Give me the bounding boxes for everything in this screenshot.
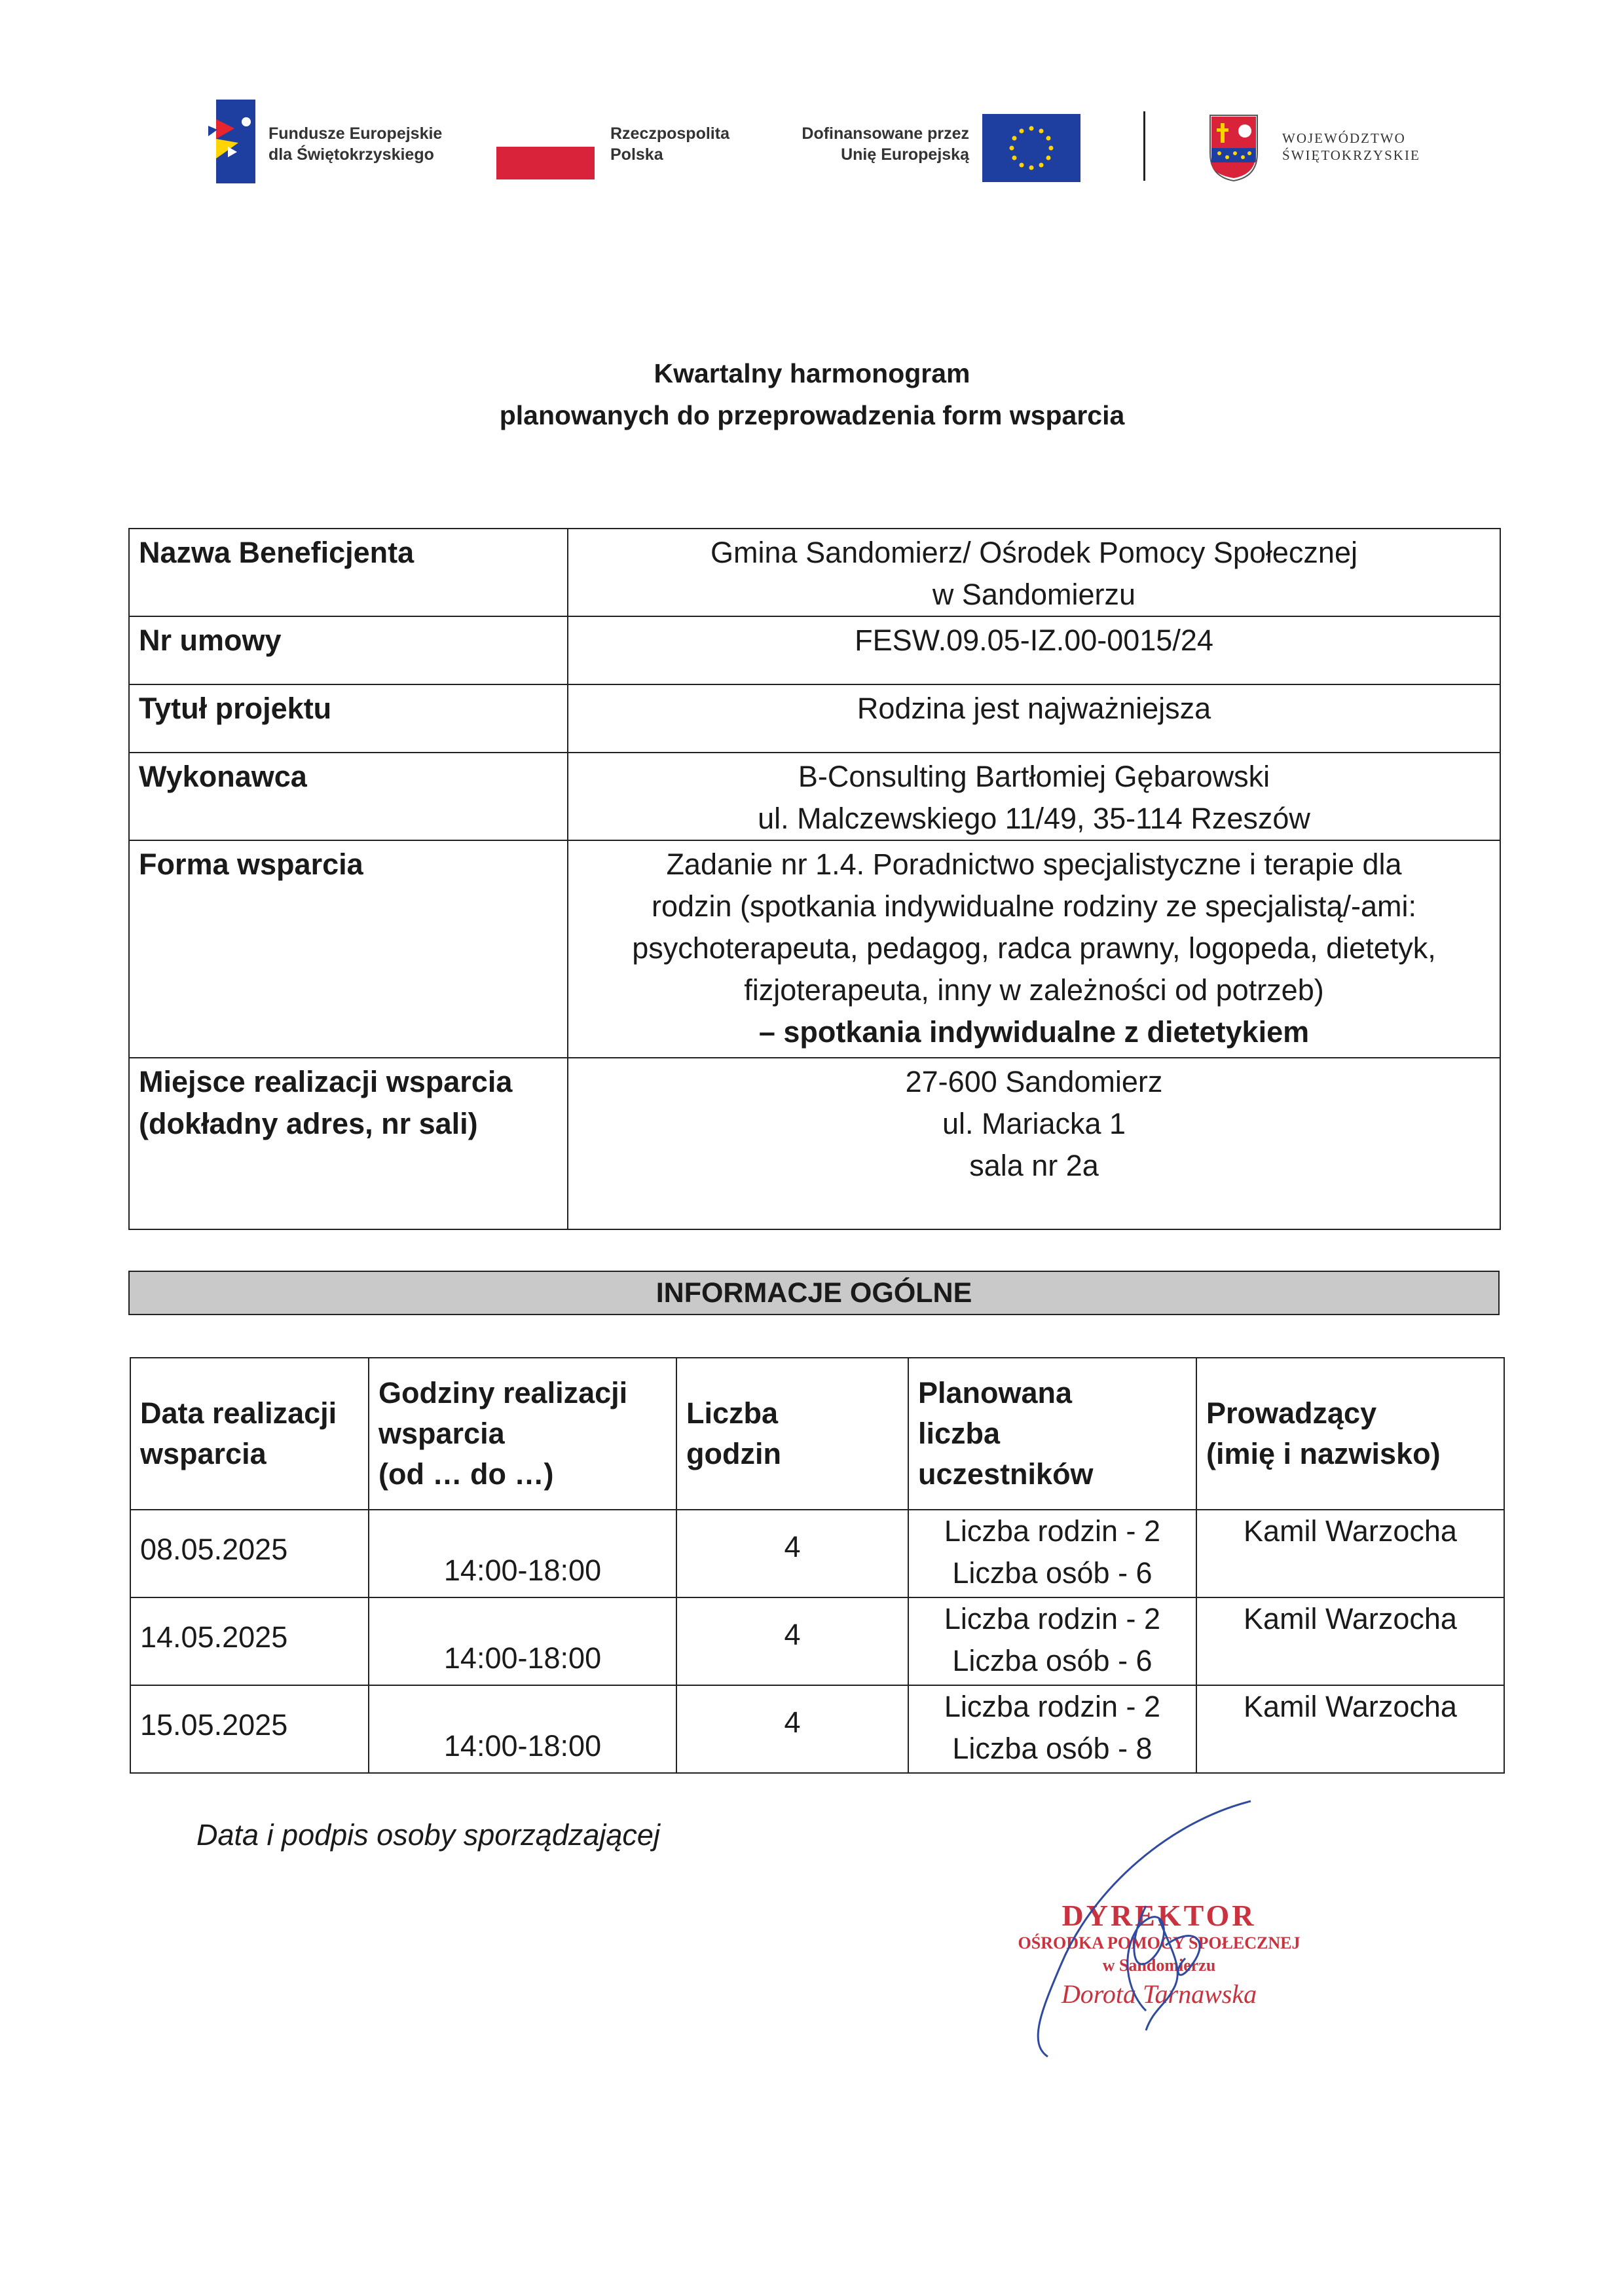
voivodeship-crest-icon [1209,114,1259,182]
rp-logo-line1: Rzeczpospolita [610,124,729,143]
header-participants-line3: uczestników [918,1457,1094,1491]
cell-hours: 14:00-18:00 [369,1685,676,1773]
title-line1: Kwartalny harmonogram [654,358,970,388]
schedule-table [130,1357,1505,1774]
cell-families: Liczba rodzin - 2 [944,1514,1161,1548]
cell-count: 4 [676,1597,908,1685]
header-count [676,1358,908,1510]
rp-logo-line2: Polska [610,145,663,164]
cell-persons: Liczba osób - 6 [952,1644,1153,1677]
value-tytul: Rodzina jest najważniejsza [568,684,1500,753]
cell-lead: Kamil Warzocha [1196,1685,1504,1773]
project-info-table [128,528,1501,1230]
value-beneficjent-line1: Gmina Sandomierz/ Ośrodek Pomocy Społecznej [710,536,1357,569]
fe-logo-text [268,123,442,165]
title-line2: planowanych do przeprowadzenia form wsparcia [499,400,1125,430]
row-forma [129,840,1500,1058]
header-hours-line2: wsparcia [378,1417,505,1450]
label-forma: Forma wsparcia [129,840,568,1058]
label-beneficjent: Nazwa Beneficjenta [129,529,568,616]
label-tytul: Tytuł projektu [129,684,568,753]
cell-date: 15.05.2025 [130,1685,369,1773]
cell-hours: 14:00-18:00 [369,1510,676,1597]
value-umowa: FESW.09.05-IZ.00-0015/24 [568,616,1500,684]
eu-flag-icon [982,114,1080,182]
handwritten-signature-icon [976,1795,1264,2070]
cell-date: 08.05.2025 [130,1510,369,1597]
row-beneficjent [129,529,1500,616]
value-wykonawca-line1: B-Consulting Bartłomiej Gębarowski [798,760,1270,793]
cell-hours: 14:00-18:00 [369,1597,676,1685]
stamp-line3: w Sandomierzu [1102,1956,1216,1975]
fe-logo-line1: Fundusze Europejskie [268,124,443,143]
cell-families: Liczba rodzin - 2 [944,1602,1161,1635]
row-tytul [129,684,1500,753]
header-participants-line2: liczba [918,1417,1001,1450]
header-lead-line1: Prowadzący [1206,1396,1377,1430]
header-count-line2: godzin [686,1437,781,1470]
table-row [130,1510,1504,1597]
woj-logo-line1: WOJEWÓDZTWO [1282,130,1406,146]
cell-participants [908,1685,1196,1773]
schedule-header-row [130,1358,1504,1510]
rp-logo-text [610,123,729,165]
value-forma-line1: Zadanie nr 1.4. Poradnictwo specjalistyczne i terapie dla [666,848,1402,881]
eu-logo-line2: Unię Europejską [841,145,969,164]
woj-logo-line2: ŚWIĘTOKRZYSKIE [1282,147,1420,163]
row-wykonawca [129,753,1500,840]
value-forma-bold-line: – spotkania indywidualne z dietetykiem [758,1015,1310,1049]
header-hours-line1: Godziny realizacji [378,1376,628,1409]
value-forma-line4: fizjoterapeuta, inny w zależności od potrzeb) [744,973,1324,1007]
cell-families: Liczba rodzin - 2 [944,1690,1161,1723]
value-miejsce-line3: sala nr 2a [969,1149,1099,1182]
cell-persons: Liczba osób - 6 [952,1556,1153,1590]
table-row [130,1685,1504,1773]
value-beneficjent-line2: w Sandomierzu [932,578,1136,611]
label-umowa: Nr umowy [129,616,568,684]
label-miejsce-line1: Miejsce realizacji wsparcia [139,1065,513,1098]
fe-logo-icon [208,100,255,183]
header-lead-line2: (imię i nazwisko) [1206,1437,1441,1470]
stamp-line4: Dorota Tarnawska [1061,1979,1257,2009]
cell-participants [908,1510,1196,1597]
stamp-line1: DYREKTOR [1061,1899,1257,1932]
value-miejsce-line1: 27-600 Sandomierz [905,1065,1163,1098]
cell-participants [908,1597,1196,1685]
header-date [130,1358,369,1510]
fe-logo-line2: dla Świętokrzyskiego [268,145,434,164]
cell-persons: Liczba osób - 8 [952,1732,1153,1765]
value-forma [568,840,1500,1058]
header-count-line1: Liczba [686,1396,779,1430]
value-forma-line3: psychoterapeuta, pedagog, radca prawny, logopeda, dietetyk, [632,931,1436,965]
signature-caption: Data i podpis osoby sporządzającej [196,1818,660,1852]
cell-lead: Kamil Warzocha [1196,1597,1504,1685]
value-beneficjent [568,529,1500,616]
header-hours [369,1358,676,1510]
value-miejsce-line2: ul. Mariacka 1 [942,1107,1126,1140]
eu-logo-line1: Dofinansowane przez [802,124,969,143]
polish-flag-icon [496,147,595,179]
cell-date: 14.05.2025 [130,1597,369,1685]
section-title: INFORMACJE OGÓLNE [128,1271,1500,1315]
value-miejsce [568,1058,1500,1229]
stamp-line2: OŚRODKA POMOCY SPOŁECZNEJ [1018,1933,1301,1952]
header-date-line2: wsparcia [140,1437,267,1470]
row-miejsce [129,1058,1500,1229]
value-forma-line2: rodzin (spotkania indywidualne rodziny ze specjalistą/-ami: [651,889,1417,923]
header-hours-line3: (od … do …) [378,1457,554,1491]
label-miejsce [129,1058,568,1229]
woj-logo-text [1282,130,1420,164]
header-participants [908,1358,1196,1510]
value-wykonawca [568,753,1500,840]
row-umowa [129,616,1500,684]
cell-count: 4 [676,1510,908,1597]
label-wykonawca: Wykonawca [129,753,568,840]
table-row [130,1597,1504,1685]
document-title [0,352,1624,436]
header-lead [1196,1358,1504,1510]
label-miejsce-line2: (dokładny adres, nr sali) [139,1107,478,1140]
header-date-line1: Data realizacji [140,1396,337,1430]
cell-lead: Kamil Warzocha [1196,1510,1504,1597]
logo-bar [0,92,1624,196]
value-wykonawca-line2: ul. Malczewskiego 11/49, 35-114 Rzeszów [758,802,1310,835]
eu-logo-text [779,123,969,165]
header-participants-line1: Planowana [918,1376,1073,1409]
logo-divider [1143,111,1145,181]
cell-count: 4 [676,1685,908,1773]
